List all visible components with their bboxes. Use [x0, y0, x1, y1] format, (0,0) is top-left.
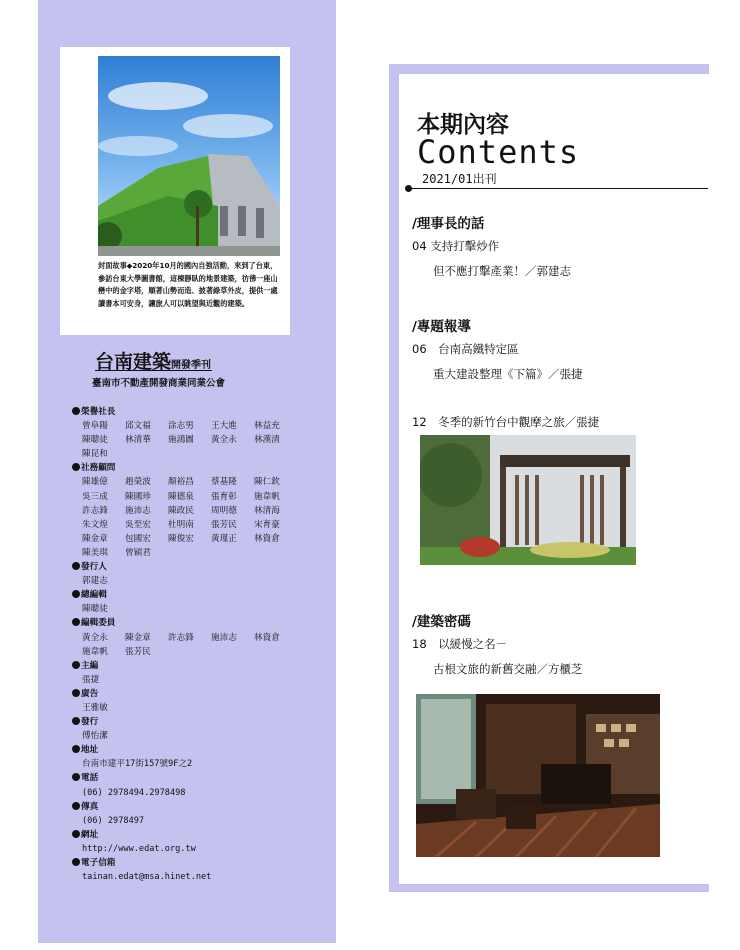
staff-name: 包國宏	[125, 533, 151, 544]
staff-name: 王大進	[211, 421, 237, 432]
contents-divider-dot	[405, 185, 412, 192]
staff-names	[72, 673, 334, 687]
contents-divider	[408, 188, 708, 189]
staff-names	[72, 475, 334, 560]
staff-section-label	[72, 687, 334, 701]
staff-name: 黃全永	[211, 435, 237, 446]
staff-name: 施沛志	[211, 632, 237, 643]
staff-name: 張芳民	[211, 519, 237, 530]
cover-caption: 封面故事◆2020年10月的國內自強活動，來到了台東，參訪台東大學圖書館，這棟靜臥的地景建築，彷彿一座山巒中的金字塔，順著山勢而造、披著綠草外皮，提供一處讀書本可安身，讓旅人可以眺望與近觀的建築。	[98, 261, 278, 308]
staff-name: 黃瑾正	[211, 533, 237, 544]
staff-name: 張育彰	[211, 491, 237, 502]
staff-name: 陳德泉	[168, 491, 194, 502]
staff-name: 林資倉	[254, 533, 280, 544]
staff-role: 地址	[81, 745, 99, 756]
bullet-icon	[72, 590, 80, 598]
bullet-icon	[72, 689, 80, 697]
magazine-title-underline	[95, 370, 212, 371]
staff-name: 施韋帆	[254, 491, 280, 502]
issue-date: 2021/01出刊	[422, 172, 497, 186]
staff-contact-value[interactable]: tainan.edat@msa.hinet.net	[82, 872, 212, 883]
staff-role: 社務顧問	[81, 463, 116, 474]
staff-names	[72, 419, 334, 461]
staff-section-label	[72, 828, 334, 842]
staff-section-label	[72, 800, 334, 814]
staff-role: 發行人	[81, 562, 107, 573]
staff-name: 陳金章	[125, 632, 151, 643]
magazine-brand	[92, 347, 335, 389]
staff-section-label	[72, 771, 334, 785]
staff-names	[72, 574, 334, 588]
bullet-icon	[72, 773, 80, 781]
bullet-icon	[72, 562, 80, 570]
staff-section-label	[72, 715, 334, 729]
staff-name: 陳美琪	[82, 547, 108, 558]
staff-name: 施沛志	[125, 505, 151, 516]
staff-section-label	[72, 405, 334, 419]
staff-names	[72, 729, 334, 743]
staff-name: 吳至宏	[125, 519, 151, 530]
toc-entry[interactable]: 04 支持打擊炒作	[412, 239, 500, 253]
toc-entry[interactable]: 18 以緩慢之名－	[412, 637, 508, 651]
staff-contact-value: (06) 2978497	[82, 815, 145, 826]
staff-section-label	[72, 588, 334, 602]
staff-name: 邱文福	[125, 421, 151, 432]
staff-name: 林益充	[254, 421, 280, 432]
bullet-icon	[72, 463, 80, 471]
staff-name: 陳聰徒	[82, 604, 108, 615]
staff-name: 陳金章	[82, 533, 108, 544]
staff-section-label	[72, 743, 334, 757]
staff-name: 郭建志	[82, 576, 108, 587]
contents-frame-left	[389, 64, 399, 891]
staff-name: 趙榮波	[125, 477, 151, 488]
toc-entry-continued[interactable]: 古根文旅的新舊交融／方櫃芝	[433, 662, 583, 676]
staff-name: 吳三成	[82, 491, 108, 502]
staff-name: 張捷	[82, 674, 100, 685]
staff-role: 廣告	[81, 688, 99, 699]
bullet-icon	[72, 802, 80, 810]
staff-name: 黃全永	[82, 632, 108, 643]
staff-name: 曾阜陽	[82, 421, 108, 432]
staff-name: 周明德	[211, 505, 237, 516]
staff-name: 杜明南	[168, 519, 194, 530]
staff-name: 許志鋒	[82, 505, 108, 516]
staff-name: 涂志男	[168, 421, 194, 432]
staff-name: 林清華	[125, 435, 151, 446]
staff-name: 宋育豪	[254, 519, 280, 530]
staff-name: 陳俊宏	[168, 533, 194, 544]
toc-entry-continued[interactable]: 重大建設整理《下篇》／張捷	[433, 367, 583, 381]
publisher-name: 臺南市不動產開發商業同業公會	[92, 378, 226, 389]
toc-entry[interactable]: 06 台南高鐵特定區	[412, 342, 519, 356]
staff-name: 傅怡潔	[82, 731, 108, 742]
staff-name: 陳仁欽	[254, 477, 280, 488]
bullet-icon	[72, 407, 80, 415]
section-heading-chairman: /理事長的話	[412, 216, 485, 232]
staff-section-label	[72, 461, 334, 475]
contents-title-en: Contents	[417, 133, 580, 171]
staff-role: 電話	[81, 773, 99, 784]
pavilion-photo	[420, 435, 636, 565]
bullet-icon	[72, 830, 80, 838]
staff-name: 施鴻圖	[168, 435, 194, 446]
staff-names	[72, 701, 334, 715]
staff-listing	[72, 405, 334, 884]
staff-name: 許志鋒	[168, 632, 194, 643]
staff-name: 顏裕昌	[168, 477, 194, 488]
bullet-icon	[72, 717, 80, 725]
staff-name: 張芳民	[125, 646, 151, 657]
staff-role: 榮譽社長	[81, 407, 116, 417]
bullet-icon	[72, 858, 80, 866]
section-heading-architecture: /建築密碼	[412, 614, 471, 630]
cover-story-card	[60, 47, 290, 335]
staff-role: 總編輯	[81, 590, 107, 601]
staff-role: 網址	[81, 829, 99, 840]
toc-entry-continued[interactable]: 但不應打擊產業！／郭建志	[433, 264, 571, 278]
staff-name: 陳聰徒	[82, 435, 108, 446]
staff-contact-value: (06) 2978494.2978498	[82, 787, 186, 798]
staff-name: 施韋帆	[82, 646, 108, 657]
staff-name: 陳昆和	[82, 449, 108, 460]
staff-role: 發行	[81, 717, 99, 728]
bullet-icon	[72, 661, 80, 669]
staff-role: 電子信箱	[81, 858, 116, 868]
staff-role: 主編	[81, 660, 99, 671]
contents-frame-bottom	[389, 884, 709, 892]
staff-section-label	[72, 616, 334, 630]
staff-name: 林漢清	[254, 435, 280, 446]
bullet-icon	[72, 745, 80, 753]
staff-contact-value: 台南市建平17街157號9F之2	[82, 759, 193, 770]
bullet-icon	[72, 618, 80, 626]
cover-photo	[98, 56, 280, 256]
staff-name: 陳雄億	[82, 477, 108, 488]
staff-name: 陳政民	[168, 505, 194, 516]
staff-name: 林清海	[254, 505, 280, 516]
staff-role: 傳真	[81, 801, 99, 812]
staff-names	[72, 602, 334, 616]
staff-section-label	[72, 560, 334, 574]
staff-contact-value[interactable]: http://www.edat.org.tw	[82, 843, 196, 854]
staff-name: 朱文煌	[82, 519, 108, 530]
contents-title: 本期內容	[417, 112, 509, 138]
staff-names	[72, 631, 334, 659]
staff-section-label	[72, 856, 334, 870]
hotel-lounge-photo	[416, 694, 660, 857]
staff-role: 編輯委員	[81, 618, 116, 629]
magazine-title-main: 台南建築	[95, 351, 172, 373]
staff-name: 王雅敏	[82, 702, 108, 713]
toc-entry[interactable]: 12 冬季的新竹台中觀摩之旅／張捷	[412, 415, 600, 429]
staff-section-label	[72, 659, 334, 673]
staff-name: 陳國珍	[125, 491, 151, 502]
staff-name: 林資倉	[254, 632, 280, 643]
contents-frame-top	[389, 64, 709, 74]
staff-name: 蔡基隆	[211, 477, 237, 488]
staff-name: 曾穎君	[125, 547, 151, 558]
section-heading-feature: /專題報導	[412, 319, 471, 335]
magazine-title-suffix: 開發季刊	[171, 360, 212, 371]
